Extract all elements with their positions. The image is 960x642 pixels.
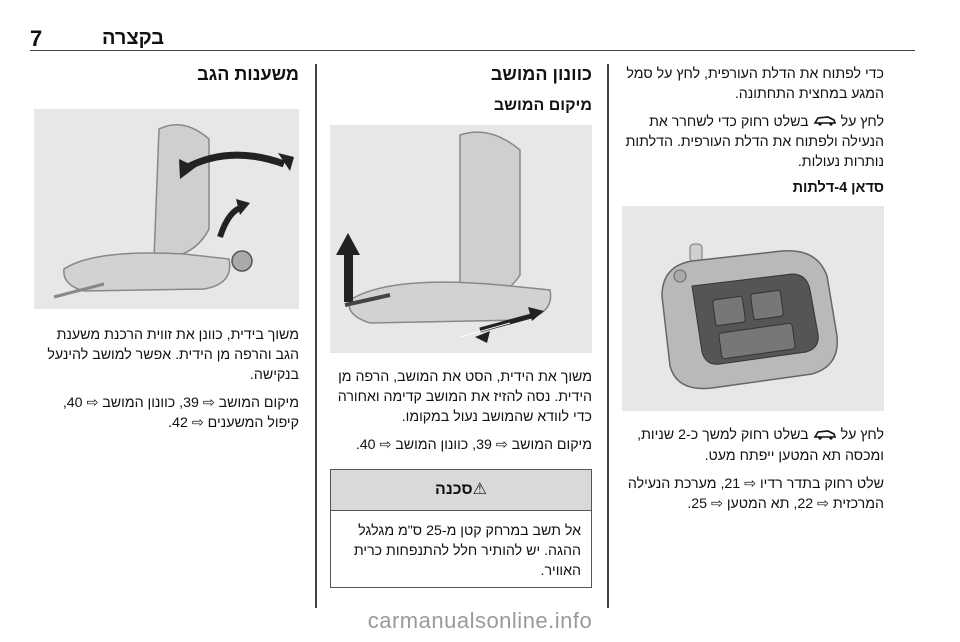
car-trunk-icon (813, 112, 837, 132)
warning-box (330, 469, 592, 588)
seat-position-paragraph-1: משוך את הידית, הסט את המושב, הרפה מן הידית. נסה להזיז את המושב קדימה ואחורה כדי לוודא שהמושב נעול במקומו. (337, 369, 592, 425)
tailgate-paragraph-2-text: בשלט רחוק כדי לשחרר את הנעילה ולפתוח את הדלת העורפית. הדלתות נותרות נעולות. (625, 114, 884, 171)
sedan-paragraph-1 (622, 425, 884, 465)
car-trunk-icon-2 (813, 426, 837, 446)
column-divider-left (315, 64, 317, 608)
watermark: carmanualsonline.info (367, 608, 593, 633)
seat-slide-illustration (330, 125, 592, 353)
warning-text: אל תשב במרחק קטן מ-25 ס"מ מגלגל ההגה. יש להותיר חלל להתנפחות כרית האוויר. (353, 523, 581, 579)
column-divider-right (607, 64, 609, 608)
backrest-paragraph-1: משוך בידית, כוונן את זווית הרכנת משענת הגב והרפה מן הידית. אפשר למושב להינעל בנקישה. (47, 327, 299, 383)
seat-position-paragraph-2: מיקום המושב ⇨ 39, כוונון המושב ⇨ 40. (355, 437, 592, 453)
left-column (34, 64, 299, 441)
sedan-heading: סדאן 4-דלתות (792, 180, 884, 197)
tailgate-press-label: לחץ על (840, 114, 884, 130)
page-header (30, 26, 915, 51)
chapter-title: בקצרה (102, 27, 165, 49)
backrest-section-title: משענות הגב (197, 64, 299, 84)
warning-body (331, 511, 591, 587)
backrest-figure (34, 109, 299, 309)
warning-title: ⚠סכנה (331, 470, 591, 511)
backrest-paragraph-2: מיקום המושב ⇨ 39, כוונון המושב ⇨ 40, קיפול המשענים ⇨ 42. (62, 395, 299, 431)
right-column (622, 64, 884, 522)
seat-position-subtitle: מיקום המושב (493, 97, 592, 114)
seat-backrest-illustration (34, 109, 299, 309)
page-number: 7 (30, 26, 43, 51)
seat-adjust-section-title: כוונון המושב (490, 64, 592, 84)
middle-column (330, 64, 592, 588)
sedan-press-label: לחץ על (840, 427, 884, 444)
sedan-paragraph-2: שלט רחוק בתדר רדיו ⇨ 21, מערכת הנעילה המרכזית ⇨ 22, תא המטען ⇨ 25. (627, 475, 884, 512)
seat-position-figure (330, 125, 592, 353)
tailgate-paragraph-2 (622, 112, 884, 172)
key-fob-figure (622, 206, 884, 411)
remote-key-illustration (622, 206, 884, 411)
sedan-paragraph-1-text: בשלט רחוק למשך כ-2 שניות, ומכסה תא המטען ייפתח מעט. (637, 427, 884, 464)
tailgate-paragraph-1: כדי לפתוח את הדלת העורפית, לחץ על סמל המגע במחצית התחתונה. (626, 66, 884, 102)
